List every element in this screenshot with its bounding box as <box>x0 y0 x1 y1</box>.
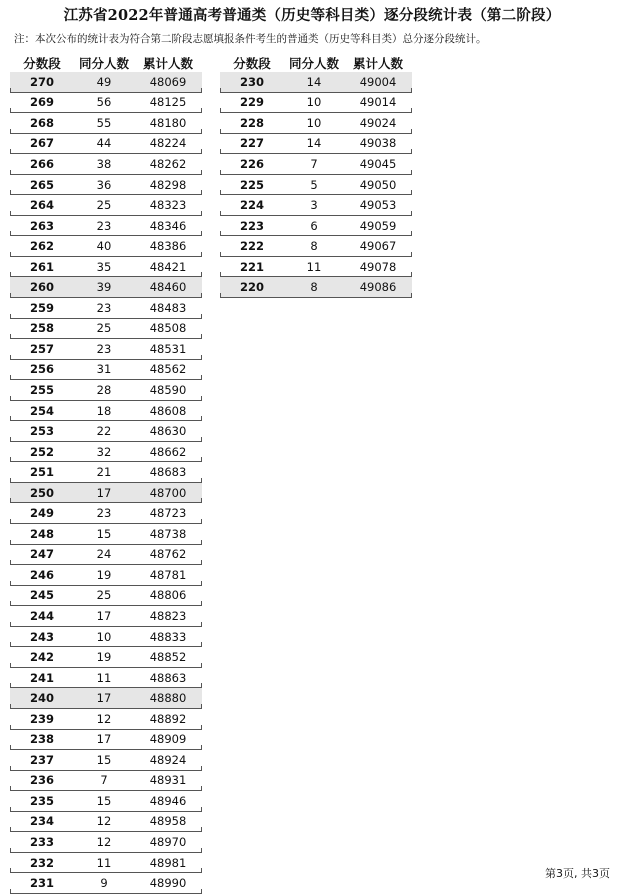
cumulative-count-cell: 49014 <box>359 95 397 110</box>
table-row <box>10 647 202 668</box>
score-cell: 247 <box>29 547 54 562</box>
cumulative-count-cell: 48880 <box>149 691 187 706</box>
same-count-cell: 25 <box>96 588 112 603</box>
table-header <box>10 53 202 72</box>
cumulative-count-cell: 49059 <box>359 218 397 233</box>
same-count-cell: 14 <box>306 74 322 89</box>
score-cell: 223 <box>239 218 264 233</box>
table-row <box>10 421 202 442</box>
table-row <box>10 339 202 360</box>
cumulative-count-cell: 48958 <box>149 814 187 829</box>
same-count-cell: 15 <box>96 752 112 767</box>
table-row <box>10 483 202 504</box>
table-row <box>10 442 202 463</box>
score-cell: 266 <box>29 156 54 171</box>
same-count-cell: 25 <box>96 321 112 336</box>
same-count-cell: 55 <box>96 115 112 130</box>
score-cell: 265 <box>29 177 54 192</box>
score-cell: 228 <box>239 115 264 130</box>
same-count-cell: 25 <box>96 198 112 213</box>
same-count-cell: 17 <box>96 485 112 500</box>
same-count-cell: 17 <box>96 608 112 623</box>
score-cell: 233 <box>29 835 54 849</box>
same-count-cell: 12 <box>96 711 112 726</box>
score-cell: 242 <box>29 650 54 665</box>
cumulative-count-cell: 48852 <box>149 650 187 665</box>
cumulative-count-cell: 49053 <box>359 198 397 213</box>
table-row <box>10 812 202 833</box>
same-count-cell: 8 <box>310 280 318 295</box>
header-cumulative-count: 累计人数 <box>352 55 403 71</box>
score-cell: 269 <box>29 95 54 110</box>
score-cell: 245 <box>29 588 54 603</box>
same-count-cell: 18 <box>96 403 112 418</box>
score-cell: 237 <box>29 752 54 767</box>
table-row <box>10 462 202 483</box>
table-row <box>10 195 202 216</box>
table-row <box>10 72 202 93</box>
score-cell: 235 <box>29 793 54 808</box>
table-row <box>220 72 412 93</box>
same-count-cell: 32 <box>96 444 112 459</box>
cumulative-count-cell: 48723 <box>149 506 187 521</box>
score-cell: 270 <box>29 74 54 89</box>
same-count-cell: 23 <box>96 506 112 521</box>
table-row <box>10 277 202 298</box>
table-row <box>220 216 412 237</box>
score-cell: 240 <box>29 691 54 706</box>
table-row <box>10 545 202 566</box>
table-row <box>10 586 202 607</box>
same-count-cell: 11 <box>306 259 322 274</box>
score-cell: 263 <box>29 218 54 233</box>
cumulative-count-cell: 48224 <box>149 136 187 151</box>
cumulative-count-cell: 48990 <box>149 876 187 891</box>
cumulative-count-cell: 48630 <box>149 424 187 439</box>
same-count-cell: 3 <box>310 198 318 213</box>
score-cell: 243 <box>29 629 54 644</box>
table-row <box>10 627 202 648</box>
score-cell: 262 <box>29 239 54 254</box>
same-count-cell: 14 <box>306 136 322 151</box>
score-cell: 258 <box>29 321 54 336</box>
header-same-count: 同分人数 <box>288 55 339 71</box>
score-cell: 227 <box>239 136 264 151</box>
table-row <box>220 277 412 298</box>
cumulative-count-cell: 48508 <box>149 321 187 336</box>
same-count-cell: 11 <box>96 855 112 870</box>
cumulative-count-cell: 48531 <box>149 341 187 356</box>
score-cell: 239 <box>29 711 54 726</box>
cumulative-count-cell: 48863 <box>149 670 187 685</box>
cumulative-count-cell: 48892 <box>149 711 187 726</box>
table-row <box>220 154 412 175</box>
table-row <box>10 771 202 792</box>
score-cell: 250 <box>29 485 54 500</box>
score-cell: 226 <box>239 156 264 171</box>
score-cell: 259 <box>29 300 54 315</box>
same-count-cell: 49 <box>96 74 112 89</box>
score-cell: 255 <box>29 382 54 397</box>
same-count-cell: 11 <box>96 670 112 685</box>
score-cell: 257 <box>29 341 54 356</box>
score-cell: 246 <box>29 567 54 582</box>
table-row <box>220 134 412 155</box>
same-count-cell: 44 <box>96 136 112 151</box>
score-cell: 232 <box>29 855 54 870</box>
score-cell: 267 <box>29 136 54 151</box>
cumulative-count-cell: 48483 <box>149 300 187 315</box>
cumulative-count-cell: 48833 <box>149 629 187 644</box>
cumulative-count-cell: 48562 <box>149 362 187 377</box>
score-cell: 261 <box>29 259 54 274</box>
header-score-band: 分数段 <box>233 55 271 71</box>
cumulative-count-cell: 48346 <box>149 218 187 233</box>
table-row <box>10 709 202 730</box>
page-number: 第3页, 共3页 <box>545 867 610 880</box>
score-cell: 229 <box>239 95 264 110</box>
same-count-cell: 6 <box>310 218 318 233</box>
cumulative-count-cell: 48806 <box>149 588 187 603</box>
score-cell: 241 <box>29 670 54 685</box>
table-row <box>10 503 202 524</box>
cumulative-count-cell: 48608 <box>149 403 187 418</box>
table-row <box>220 236 412 257</box>
cumulative-count-cell: 48970 <box>149 835 187 849</box>
table-row <box>10 791 202 812</box>
table-row <box>10 298 202 319</box>
same-count-cell: 28 <box>96 382 112 397</box>
table-row <box>10 380 202 401</box>
header-score-band: 分数段 <box>23 55 61 71</box>
same-count-cell: 5 <box>310 177 318 192</box>
cumulative-count-cell: 48781 <box>149 567 187 582</box>
table-row <box>10 832 202 853</box>
cumulative-count-cell: 49045 <box>359 156 397 171</box>
header-same-count: 同分人数 <box>78 55 129 71</box>
same-count-cell: 10 <box>306 115 322 130</box>
same-count-cell: 24 <box>96 547 112 562</box>
header-cumulative-count: 累计人数 <box>142 55 193 71</box>
same-count-cell: 36 <box>96 177 112 192</box>
same-count-cell: 10 <box>306 95 322 110</box>
same-count-cell: 31 <box>96 362 112 377</box>
cumulative-count-cell: 48180 <box>149 115 187 130</box>
same-count-cell: 9 <box>100 876 108 891</box>
table-row <box>10 319 202 340</box>
table-row <box>10 154 202 175</box>
same-count-cell: 56 <box>96 95 112 110</box>
same-count-cell: 35 <box>96 259 112 274</box>
cumulative-count-cell: 48421 <box>149 259 187 274</box>
score-cell: 236 <box>29 773 54 788</box>
page-title: 江苏省2022年普通高考普通类（历史等科目类）逐分段统计表（第二阶段） <box>63 7 561 24</box>
table-row <box>220 195 412 216</box>
same-count-cell: 7 <box>310 156 318 171</box>
table-row <box>10 873 202 894</box>
cumulative-count-cell: 48386 <box>149 239 187 254</box>
table-row <box>10 401 202 422</box>
table-row <box>10 134 202 155</box>
cumulative-count-cell: 48946 <box>149 793 187 808</box>
cumulative-count-cell: 48762 <box>149 547 187 562</box>
cumulative-count-cell: 48909 <box>149 732 187 747</box>
score-cell: 251 <box>29 465 54 480</box>
cumulative-count-cell: 48823 <box>149 608 187 623</box>
same-count-cell: 7 <box>100 773 108 788</box>
score-cell: 253 <box>29 424 54 439</box>
table-row <box>10 113 202 134</box>
table-header <box>220 53 412 72</box>
cumulative-count-cell: 49004 <box>359 74 397 89</box>
table-row <box>10 236 202 257</box>
score-cell: 248 <box>29 526 54 541</box>
cumulative-count-cell: 49078 <box>359 259 397 274</box>
score-cell: 230 <box>239 74 264 89</box>
score-cell: 254 <box>29 403 54 418</box>
cumulative-count-cell: 48700 <box>149 485 187 500</box>
score-cell: 238 <box>29 732 54 747</box>
cumulative-count-cell: 48931 <box>149 773 187 788</box>
cumulative-count-cell: 48069 <box>149 74 187 89</box>
table-body <box>220 72 412 298</box>
same-count-cell: 12 <box>96 835 112 849</box>
table-row <box>10 606 202 627</box>
table-row <box>220 113 412 134</box>
same-count-cell: 23 <box>96 218 112 233</box>
cumulative-count-cell: 49067 <box>359 239 397 254</box>
table-row <box>10 93 202 114</box>
same-count-cell: 8 <box>310 239 318 254</box>
cumulative-count-cell: 48981 <box>149 855 187 870</box>
table-row <box>10 216 202 237</box>
table-row <box>220 93 412 114</box>
table-row <box>10 853 202 874</box>
score-cell: 221 <box>239 259 264 274</box>
cumulative-count-cell: 48323 <box>149 198 187 213</box>
cumulative-count-cell: 48298 <box>149 177 187 192</box>
same-count-cell: 17 <box>96 691 112 706</box>
table-row <box>220 175 412 196</box>
same-count-cell: 10 <box>96 629 112 644</box>
score-cell: 268 <box>29 115 54 130</box>
cumulative-count-cell: 48662 <box>149 444 187 459</box>
table-row <box>220 257 412 278</box>
cumulative-count-cell: 48125 <box>149 95 187 110</box>
cumulative-count-cell: 48590 <box>149 382 187 397</box>
same-count-cell: 15 <box>96 793 112 808</box>
score-cell: 231 <box>29 876 54 891</box>
table-body <box>10 72 202 894</box>
table-row <box>10 688 202 709</box>
same-count-cell: 12 <box>96 814 112 829</box>
score-cell: 249 <box>29 506 54 521</box>
score-cell: 252 <box>29 444 54 459</box>
table-row <box>10 360 202 381</box>
same-count-cell: 21 <box>96 465 112 480</box>
cumulative-count-cell: 48683 <box>149 465 187 480</box>
same-count-cell: 22 <box>96 424 112 439</box>
score-table-right <box>220 53 412 298</box>
same-count-cell: 17 <box>96 732 112 747</box>
same-count-cell: 23 <box>96 300 112 315</box>
score-cell: 220 <box>239 280 264 295</box>
score-cell: 244 <box>29 608 54 623</box>
table-row <box>10 175 202 196</box>
table-row <box>10 565 202 586</box>
score-table-left <box>10 53 202 894</box>
score-cell: 222 <box>239 239 264 254</box>
score-cell: 260 <box>29 280 54 295</box>
same-count-cell: 38 <box>96 156 112 171</box>
table-row <box>10 257 202 278</box>
score-cell: 264 <box>29 198 54 213</box>
cumulative-count-cell: 49038 <box>359 136 397 151</box>
cumulative-count-cell: 48738 <box>149 526 187 541</box>
score-cell: 224 <box>239 198 264 213</box>
cumulative-count-cell: 49050 <box>359 177 397 192</box>
table-row <box>10 730 202 751</box>
table-row <box>10 668 202 689</box>
cumulative-count-cell: 48924 <box>149 752 187 767</box>
same-count-cell: 39 <box>96 280 112 295</box>
same-count-cell: 23 <box>96 341 112 356</box>
score-cell: 234 <box>29 814 54 829</box>
same-count-cell: 19 <box>96 567 112 582</box>
score-cell: 225 <box>239 177 264 192</box>
same-count-cell: 15 <box>96 526 112 541</box>
cumulative-count-cell: 48460 <box>149 280 187 295</box>
same-count-cell: 19 <box>96 650 112 665</box>
table-note: 注：本次公布的统计表为符合第二阶段志愿填报条件考生的普通类（历史等科目类）总分逐分段统计。 <box>14 33 487 45</box>
score-cell: 256 <box>29 362 54 377</box>
cumulative-count-cell: 48262 <box>149 156 187 171</box>
cumulative-count-cell: 49086 <box>359 280 397 295</box>
cumulative-count-cell: 49024 <box>359 115 397 130</box>
same-count-cell: 40 <box>96 239 112 254</box>
table-row <box>10 750 202 771</box>
table-row <box>10 524 202 545</box>
